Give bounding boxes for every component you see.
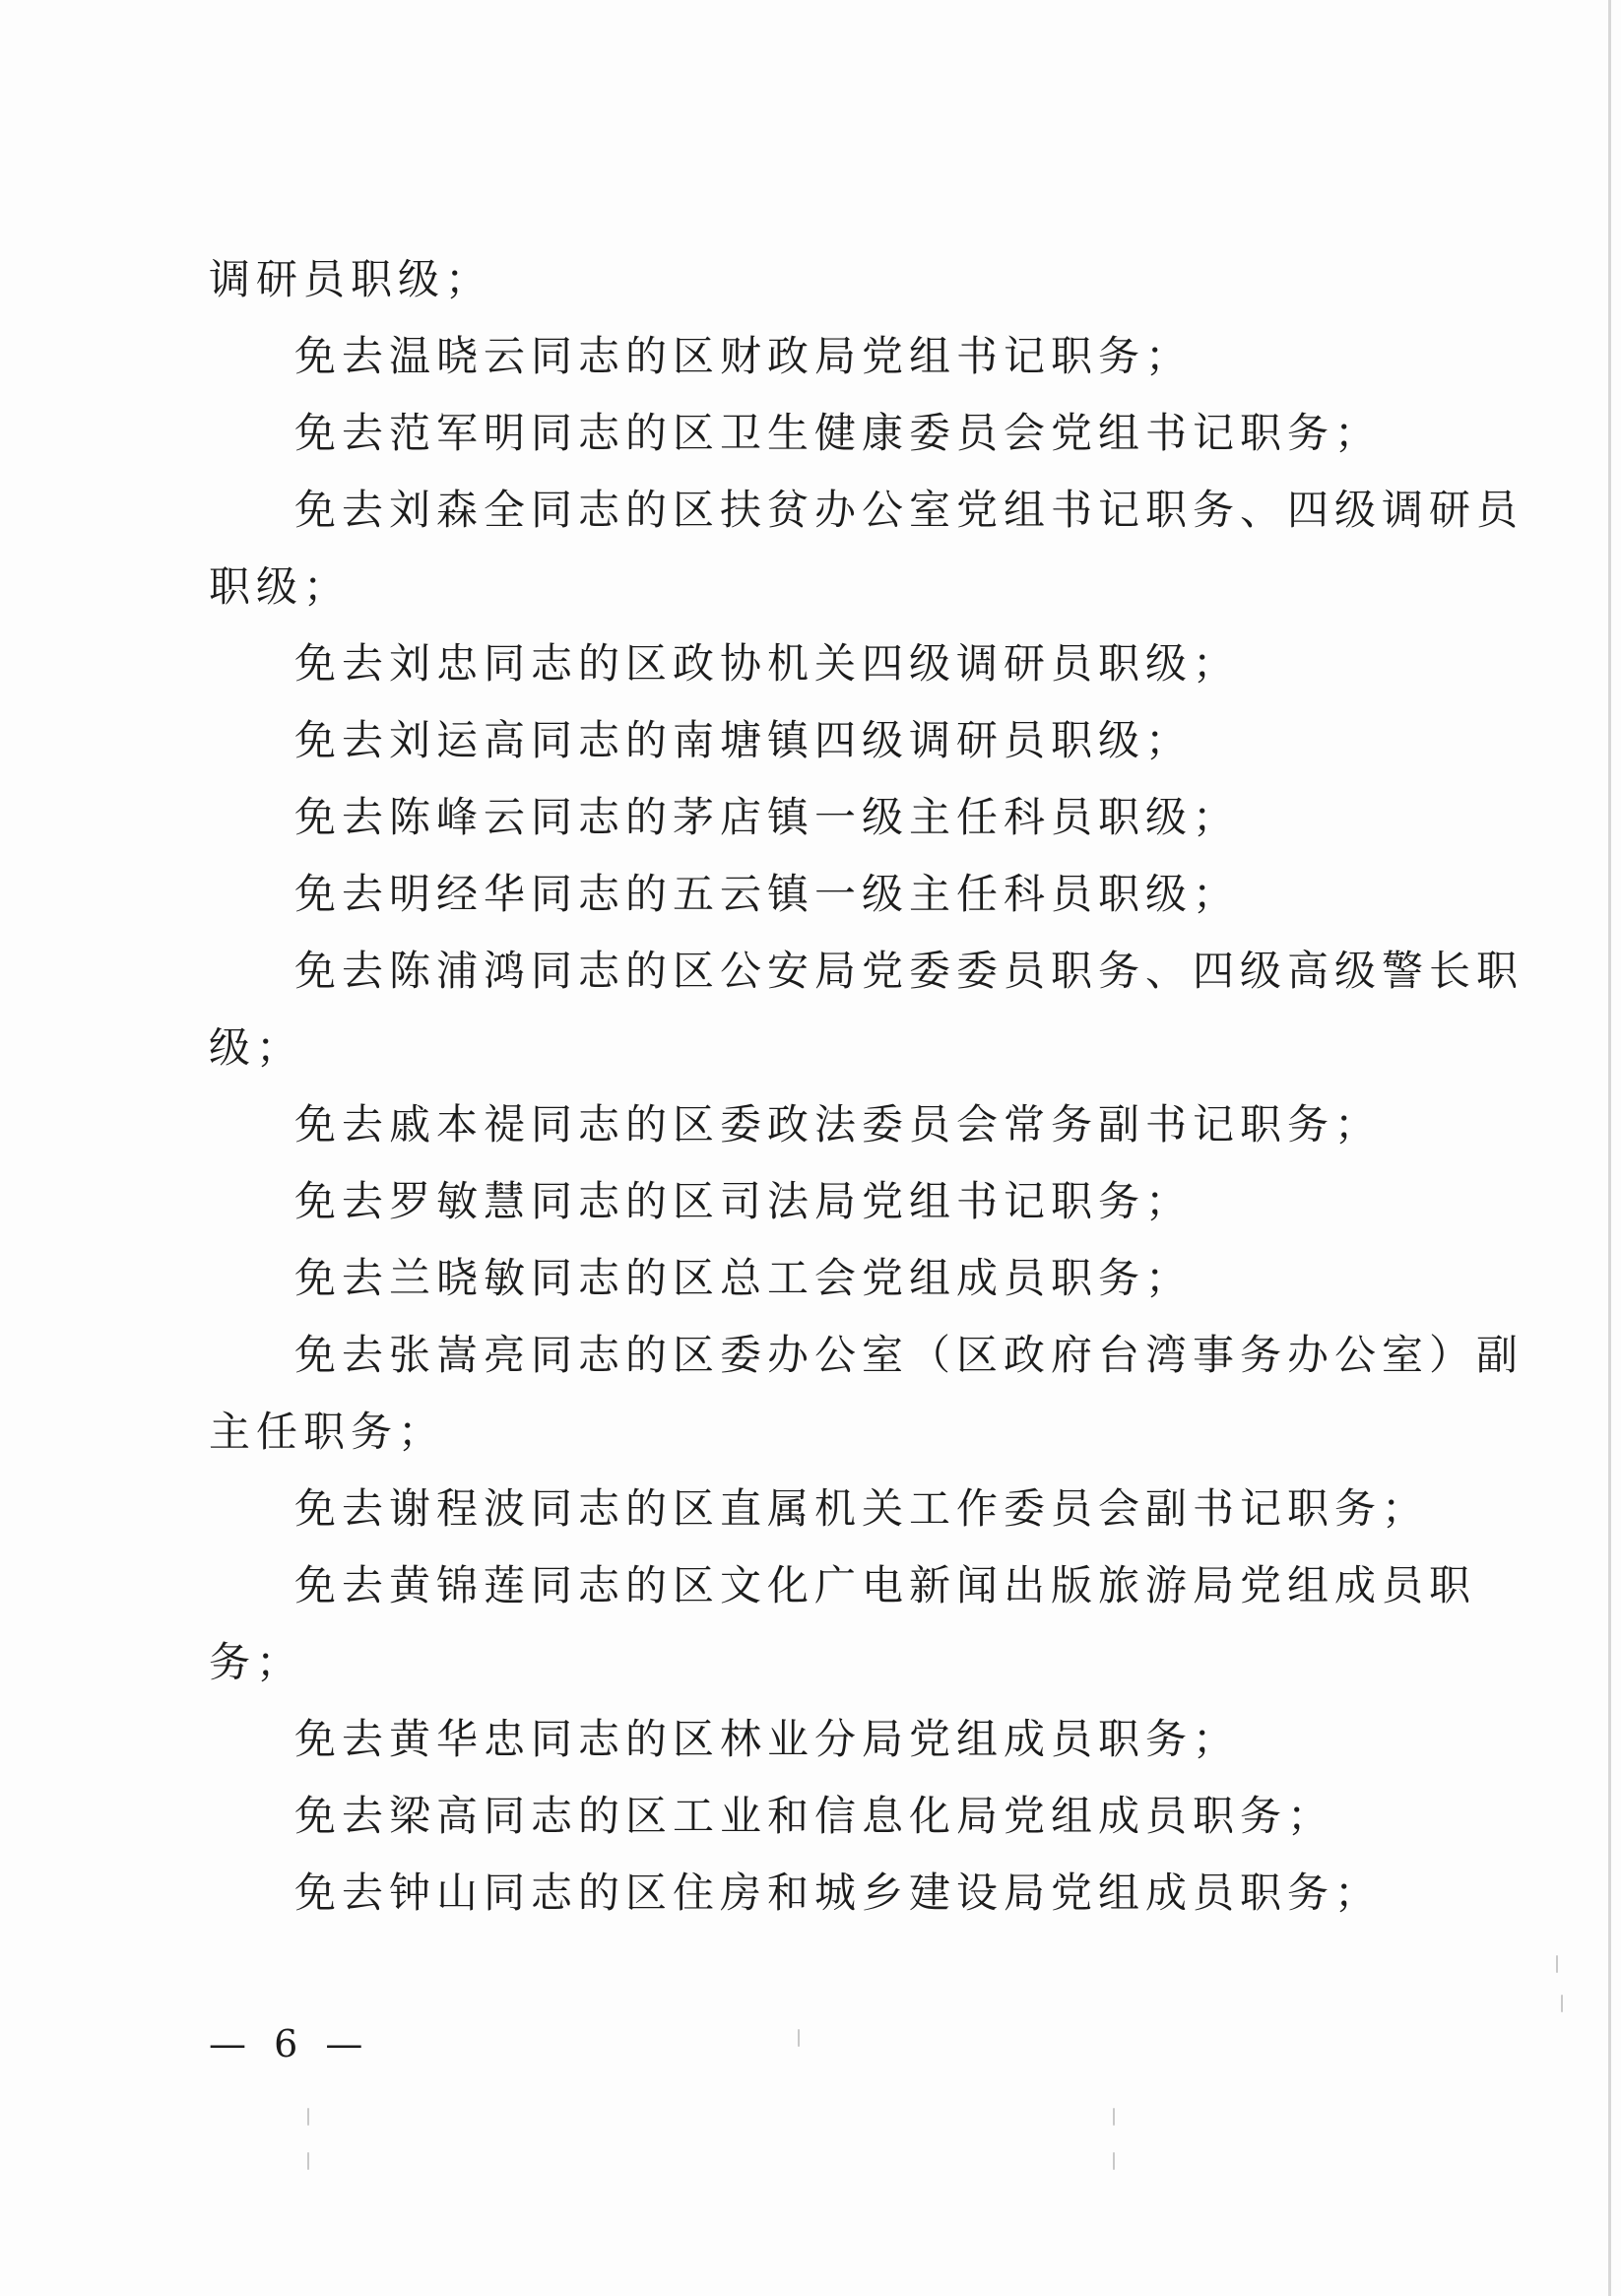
text-line: 免去温晓云同志的区财政局党组书记职务； bbox=[294, 332, 1194, 380]
text-line: 免去兰晓敏同志的区总工会党组成员职务； bbox=[294, 1254, 1194, 1302]
scan-artifact bbox=[1556, 1955, 1558, 1973]
text-line: 免去刘忠同志的区政协机关四级调研员职级； bbox=[294, 639, 1241, 688]
page-number: — 6 — bbox=[209, 2022, 371, 2066]
scan-artifact bbox=[1561, 1995, 1563, 2012]
text-line: 免去黄华忠同志的区林业分局党组成员职务； bbox=[294, 1715, 1241, 1763]
text-line: 免去刘运高同志的南塘镇四级调研员职级； bbox=[294, 716, 1194, 764]
text-line: 免去张嵩亮同志的区委办公室（区政府台湾事务办公室）副 bbox=[294, 1331, 1524, 1379]
text-line: 免去罗敏慧同志的区司法局党组书记职务； bbox=[294, 1177, 1194, 1225]
text-line: 免去戚本禔同志的区委政法委员会常务副书记职务； bbox=[294, 1100, 1383, 1148]
scan-artifact bbox=[798, 2029, 800, 2047]
text-line: 调研员职级； bbox=[209, 255, 493, 303]
text-line: 免去范军明同志的区卫生健康委员会党组书记职务； bbox=[294, 409, 1383, 457]
scan-artifact bbox=[1113, 2152, 1115, 2170]
text-line: 免去钟山同志的区住房和城乡建设局党组成员职务； bbox=[294, 1869, 1383, 1917]
text-line: 主任职务； bbox=[209, 1408, 446, 1456]
text-line: 免去刘森全同志的区扶贫办公室党组书记职务、四级调研员 bbox=[294, 486, 1524, 534]
text-line: 免去谢程波同志的区直属机关工作委员会副书记职务； bbox=[294, 1484, 1430, 1533]
text-line: 免去黄锦莲同志的区文化广电新闻出版旅游局党组成员职 bbox=[294, 1561, 1477, 1609]
scan-artifact bbox=[1113, 2108, 1115, 2126]
document-body bbox=[209, 241, 1524, 1932]
text-line: 务； bbox=[209, 1638, 304, 1686]
text-line: 免去梁高同志的区工业和信息化局党组成员职务； bbox=[294, 1792, 1335, 1840]
text-line: 级； bbox=[209, 1023, 304, 1072]
text-line: 免去陈浦鸿同志的区公安局党委委员职务、四级高级警长职 bbox=[294, 947, 1524, 995]
scan-artifact bbox=[307, 2108, 309, 2126]
text-line: 免去陈峰云同志的茅店镇一级主任科员职级； bbox=[294, 793, 1241, 841]
text-line: 职级； bbox=[209, 562, 352, 611]
scan-artifact bbox=[307, 2152, 309, 2170]
text-line: 免去明经华同志的五云镇一级主任科员职级； bbox=[294, 870, 1241, 918]
scan-page-edge bbox=[1608, 0, 1611, 2296]
